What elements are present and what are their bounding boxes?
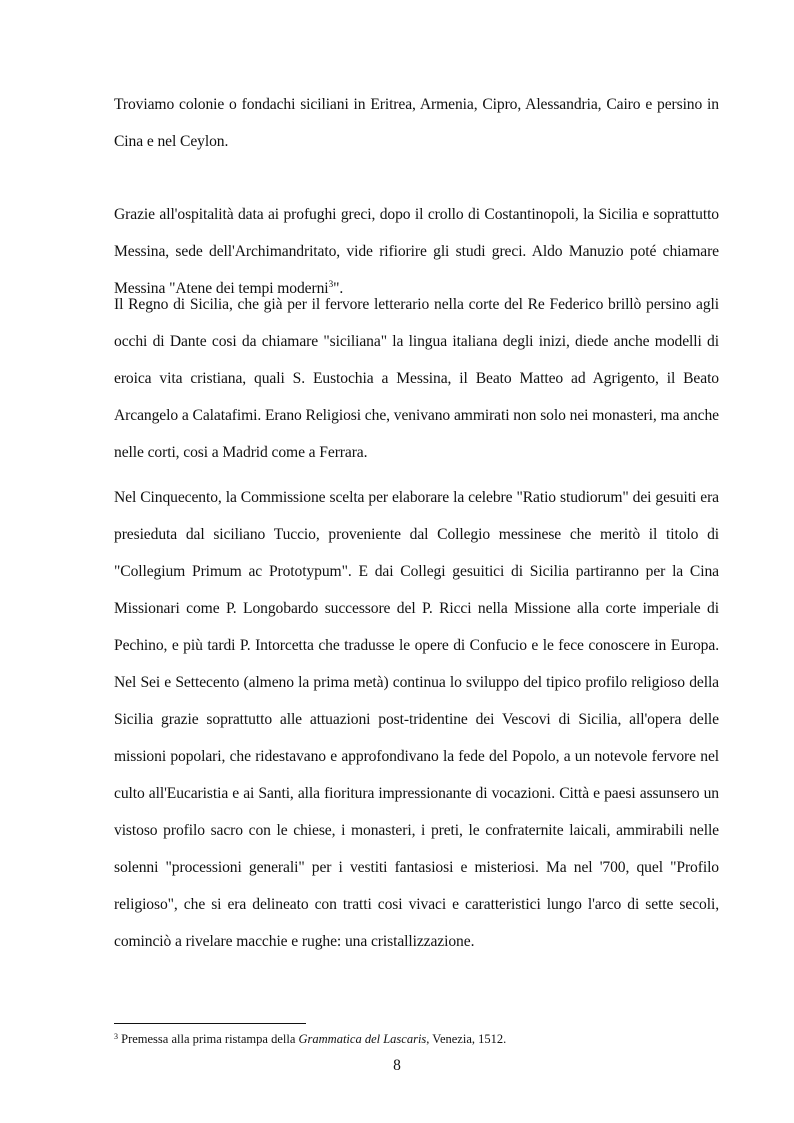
footnote-reference[interactable]: 3 xyxy=(328,280,334,290)
paragraph-text: Troviamo colonie o fondachi siciliani in Eritrea, Armenia, Cipro, Alessandria, Cairo e persino in Cina e nel Ceylon. xyxy=(114,96,719,150)
paragraph-cinquecento xyxy=(114,479,719,960)
footnote xyxy=(114,1030,719,1048)
paragraph-text: ". xyxy=(333,280,344,297)
footnote-text: Premessa alla prima ristampa della xyxy=(118,1032,299,1046)
page-number: 8 xyxy=(393,1057,401,1074)
footnote-text-end: , Venezia, 1512. xyxy=(426,1032,507,1046)
paragraph-kingdom-of-sicily xyxy=(114,286,719,471)
paragraph-text: Nel Cinquecento, la Commissione scelta per elaborare la celebre "Ratio studiorum" dei gesuiti era presieduta dal siciliano Tuccio, proveniente dal Collegio messinese che meritò il titolo di "Collegium Primum ac Prototypum". E dai Collegi gesuitici di Sicilia partiranno per la Cina Missionari come P. Longobardo successore del P. Ricci nella Missione alla corte imperiale di Pechino, e più tardi P. Intorcetta che tradusse le opere di Confucio e le fece conoscere in Europa. Nel Sei e Settecento (almeno la prima metà) continua lo sviluppo del tipico profilo religioso della Sicilia grazie soprattutto alle attuazioni post-tridentine dei Vescovi di Sicilia, all'opera delle missioni popolari, che ridestavano e approfondivano la fede del Popolo, a un notevole fervore nel culto all'Eucaristia e ai Santi, alla fioritura impressionante di vocazioni. Città e paesi assunsero un vistoso profilo sacro con le chiese, i monasteri, i preti, le confraternite laicali, ammirabili nelle solenni "processioni generali" per i vestiti fantasiosi e misteriosi. Ma nel '700, quel "Profilo religioso", che si era delineato con tratti cosi vivaci e caratteristici lungo l'arco di sette secoli, cominciò a rivelare macchie e rughe: una cristallizzazione. xyxy=(114,489,719,950)
footnote-number: 3 xyxy=(114,1032,118,1041)
paragraph-text: Il Regno di Sicilia, che già per il fervore letterario nella corte del Re Federico brillò persino agli occhi di Dante cosi da chiamare "siciliana" la lingua italiana degli inizi, diede anche modelli di eroica vita cristiana, quali S. Eustochia a Messina, il Beato Matteo ad Agrigento, il Beato Arcangelo a Calatafimi. Erano Religiosi che, venivano ammirati non solo nei monasteri, ma anche nelle corti, cosi a Madrid come a Ferrara. xyxy=(114,296,719,461)
paragraph-colonies xyxy=(114,86,719,160)
paragraph-text: Grazie all'ospitalità data ai profughi greci, dopo il crollo di Costantinopoli, la Sicilia e soprattutto Messina, sede dell'Archimandritato, vide rifiorire gli studi greci. Aldo Manuzio poté chiamare Messina "Atene dei tempi moderni xyxy=(114,206,719,297)
footnote-divider xyxy=(114,1023,306,1024)
footnote-book-title: Grammatica del Lascaris xyxy=(298,1032,427,1046)
